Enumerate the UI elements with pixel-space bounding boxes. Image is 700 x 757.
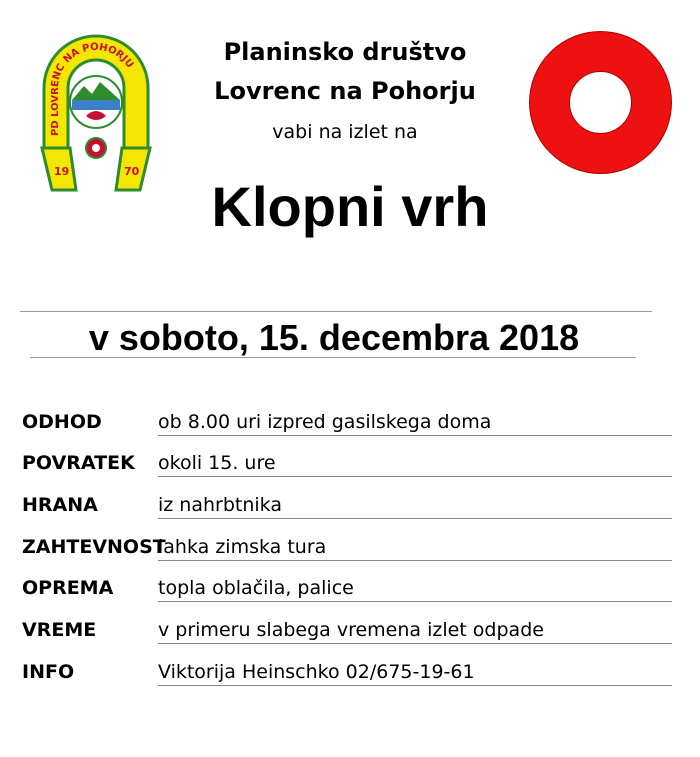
org-name-line1: Planinsko društvo bbox=[223, 38, 467, 66]
trail-marker bbox=[528, 30, 673, 175]
logo-year-left: 19 bbox=[54, 165, 70, 178]
detail-value: Viktorija Heinschko 02/675-19-61 bbox=[158, 661, 475, 683]
detail-row-return bbox=[22, 450, 672, 482]
org-name-line2: Lovrenc na Pohorju bbox=[214, 77, 476, 105]
detail-label: OPREMA bbox=[22, 577, 114, 599]
detail-label: ODHOD bbox=[22, 411, 102, 433]
detail-value: iz nahrbtnika bbox=[158, 494, 282, 516]
detail-label: VREME bbox=[22, 619, 97, 641]
detail-underline bbox=[158, 518, 672, 519]
detail-label: HRANA bbox=[22, 494, 98, 516]
club-logo bbox=[40, 30, 152, 195]
svg-text:PD LOVRENC NA POHORJU: PD LOVRENC NA POHORJU bbox=[49, 41, 136, 136]
club-logo-icon bbox=[40, 30, 152, 195]
detail-value: lahka zimska tura bbox=[158, 536, 327, 558]
divider-bottom bbox=[30, 357, 636, 358]
detail-value: ob 8.00 uri izpred gasilskega doma bbox=[158, 411, 492, 433]
destination-title: Klopni vrh bbox=[211, 175, 489, 238]
detail-underline bbox=[158, 560, 672, 561]
detail-value: okoli 15. ure bbox=[158, 452, 276, 474]
detail-underline bbox=[158, 435, 672, 436]
divider-top bbox=[20, 311, 652, 312]
detail-row-difficulty bbox=[22, 534, 672, 566]
logo-year-right: 70 bbox=[124, 165, 140, 178]
detail-label: POVRATEK bbox=[22, 452, 135, 474]
detail-label: ZAHTEVNOST bbox=[22, 536, 166, 558]
invite-text: vabi na izlet na bbox=[272, 121, 418, 143]
detail-underline bbox=[158, 643, 672, 644]
detail-value: topla oblačila, palice bbox=[158, 577, 354, 599]
detail-row-departure bbox=[22, 409, 672, 441]
event-date: v soboto, 15. decembra 2018 bbox=[88, 317, 580, 358]
detail-row-weather bbox=[22, 617, 672, 649]
detail-row-equipment bbox=[22, 575, 672, 607]
detail-label: INFO bbox=[22, 661, 75, 683]
detail-underline bbox=[158, 476, 672, 477]
detail-underline bbox=[158, 685, 672, 686]
knafelc-trail-marker-icon bbox=[528, 30, 673, 175]
detail-underline bbox=[158, 601, 672, 602]
detail-row-info bbox=[22, 659, 672, 691]
detail-row-food bbox=[22, 492, 672, 524]
detail-value: v primeru slabega vremena izlet odpade bbox=[158, 619, 544, 641]
